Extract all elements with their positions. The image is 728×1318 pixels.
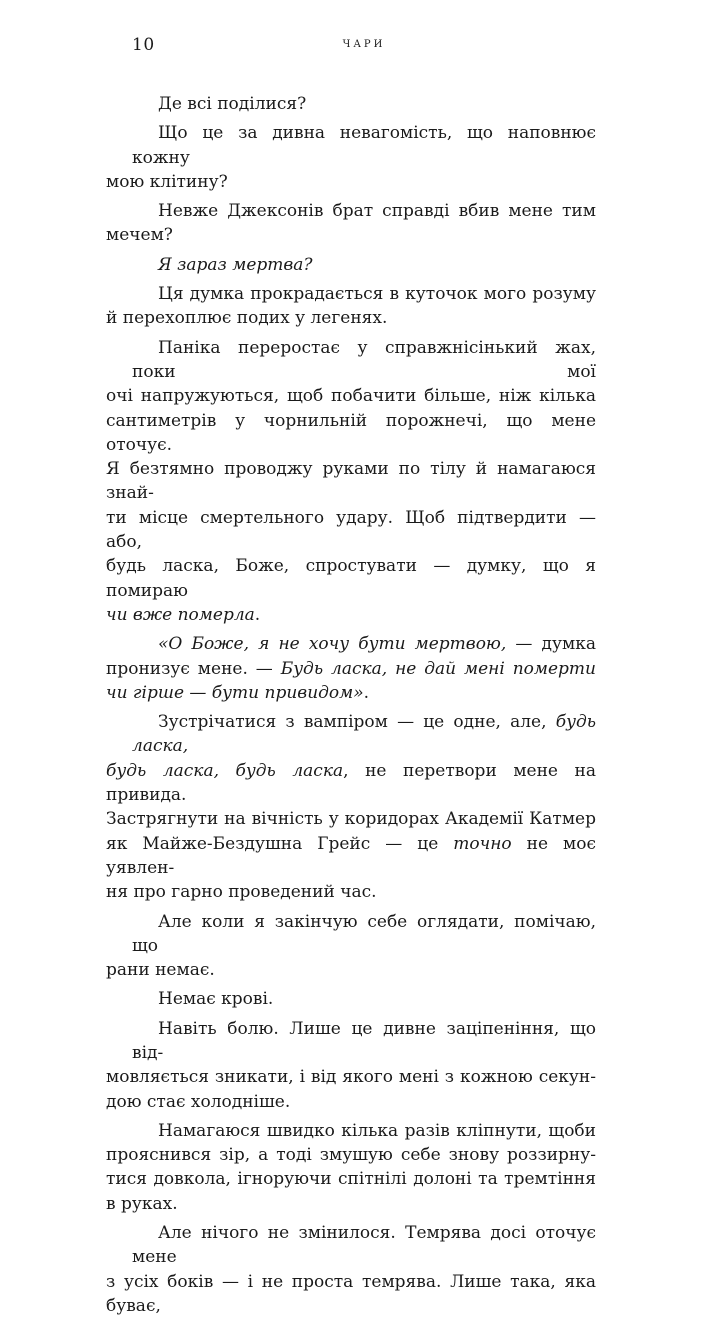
text-line (106, 457, 596, 506)
text-run: як Майже-Бездушна Грейс — це (106, 833, 454, 854)
text-line (106, 832, 596, 881)
text-run: Але нічого не змінилося. Темрява досі оточує мене (132, 1223, 596, 1268)
text-run: — думка (515, 634, 596, 655)
text-line (132, 199, 596, 223)
text-run: Немає крові. (158, 989, 274, 1010)
text-run: мечем? (106, 225, 173, 246)
text-line (132, 121, 596, 170)
text-run: ти місце смертельного удару. Щоб підтвердити — або, (106, 507, 596, 553)
text-line (106, 170, 596, 194)
paragraph (106, 1119, 596, 1216)
text-run: Застрягнути на вічність у коридорах Академії Катмер (106, 809, 596, 830)
text-run: мовляється зникати, і від якого мені з кожною секун- (106, 1067, 596, 1088)
text-run: Ця думка прокрадається в куточок мого розуму (158, 284, 596, 305)
text-run: Навіть болю. Лише це дивне заціпеніння, що від- (132, 1018, 596, 1063)
text-line (106, 384, 596, 408)
body-text (106, 92, 597, 1318)
text-run: прояснився зір, а тоді змушую себе знову роззирну- (106, 1145, 596, 1166)
text-line (106, 506, 596, 555)
text-run: Де всі поділися? (158, 94, 307, 114)
text-line (132, 632, 596, 656)
text-run: , не перетвори мене на привида. (106, 760, 597, 806)
text-line (106, 1192, 596, 1216)
text-line (106, 759, 596, 808)
text-line (106, 603, 596, 627)
paragraph (132, 253, 596, 277)
text-run: Паніка переростає у справжнісінький жах, поки мої (132, 337, 596, 382)
paragraph (106, 282, 596, 331)
text-run: не моє уявлен- (106, 833, 597, 878)
paragraph (106, 1221, 596, 1318)
page-number: 10 (132, 35, 155, 55)
text-line (106, 223, 596, 247)
italic-text: точно (453, 833, 512, 854)
text-run: очі напружуються, щоб побачити більше, ніж кілька (106, 386, 596, 407)
italic-text: чи вже померла (106, 604, 255, 625)
text-line (106, 1090, 596, 1114)
text-run: . (254, 604, 261, 625)
text-line (106, 1167, 596, 1191)
text-line (106, 657, 596, 681)
paragraph (106, 910, 596, 983)
text-line (132, 1017, 596, 1066)
text-run: пронизує мене. — (106, 658, 281, 679)
text-line (106, 554, 596, 603)
italic-text: чи гірше — бути привидом» (106, 682, 364, 703)
text-line (106, 306, 596, 330)
text-run: мою клітину? (106, 171, 228, 192)
paragraph (106, 199, 596, 248)
text-run: дою стає холодніше. (106, 1091, 291, 1112)
text-run: Намагаюся швидко кілька разів кліпнути, щоби (158, 1120, 596, 1141)
text-run: Але коли я закінчую себе оглядати, помічаю, що (132, 911, 596, 956)
text-line (106, 681, 596, 705)
paragraph (106, 1017, 596, 1114)
text-run: сантиметрів у чорнильній порожнечі, що мене оточує. (106, 410, 596, 455)
text-line (106, 958, 596, 982)
text-line (106, 409, 596, 458)
text-run: будь ласка, Боже, спростувати — думку, що я помираю (106, 556, 596, 601)
text-run: рани немає. (106, 960, 215, 981)
italic-text: Будь ласка, не дай мені померти (280, 658, 596, 679)
text-line (132, 710, 596, 759)
text-line (106, 807, 596, 831)
text-run: з усіх боків — і не проста темрява. Лише така, яка буває, (106, 1271, 596, 1316)
text-line (106, 1143, 596, 1167)
text-line (106, 1065, 596, 1089)
text-run: Я безтямно проводжу руками по тілу й намагаюся знай- (106, 459, 596, 504)
text-run: й перехоплює подих у легенях. (106, 308, 388, 329)
running-head (132, 35, 596, 57)
book-title: чари (342, 35, 386, 51)
text-line (132, 282, 596, 306)
paragraph (106, 710, 597, 904)
text-line (132, 336, 596, 385)
text-run: Що це за дивна невагомість, що наповнює кожну (132, 123, 596, 168)
text-line (132, 910, 596, 959)
paragraph (132, 92, 596, 116)
italic-text: Я зараз мертва? (158, 254, 313, 275)
text-line (106, 880, 596, 904)
text-line (132, 253, 596, 277)
italic-text: будь ласка, (132, 712, 596, 757)
text-line (132, 1119, 596, 1143)
italic-text: «О Боже, я не хочу бути мертвою, (158, 634, 516, 655)
text-line (132, 1221, 596, 1270)
paragraph (106, 336, 596, 628)
text-run: ня про гарно проведений час. (106, 882, 377, 903)
italic-text: будь ласка, будь ласка (106, 760, 344, 781)
paragraph (106, 121, 596, 194)
text-run: тися довкола, ігноруючи спітнілі долоні та тремтіння (106, 1169, 596, 1190)
text-run: Невже Джексонів брат справді вбив мене тим (158, 201, 596, 222)
text-line (106, 1270, 596, 1318)
text-run: Зустрічатися з вампіром — це одне, але, (158, 712, 556, 733)
text-line (132, 92, 596, 116)
text-run: в руках. (106, 1193, 178, 1214)
paragraph (106, 632, 596, 705)
text-run: . (363, 682, 370, 703)
